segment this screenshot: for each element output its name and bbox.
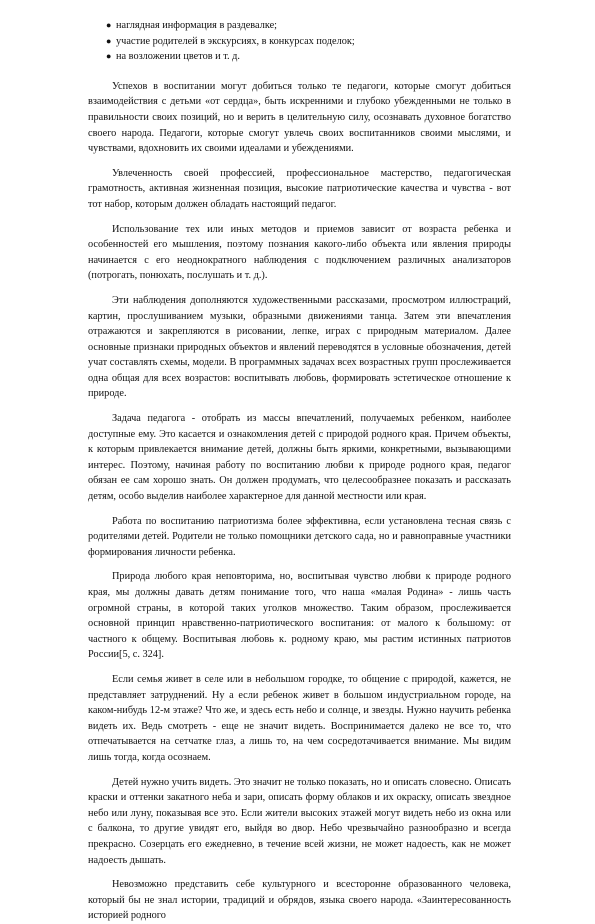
list-item — [106, 34, 511, 50]
paragraph: Эти наблюдения дополняются художественными рассказами, просмотром иллюстраций, картин, прослушиванием музыки, образными движениями танца. Затем эти впечатления отражаются и закрепляются в рисовании, лепке, играх с природным материалом. Далее основные признаки природных объектов и явлений переводятся в условные обозначения, детей учат составлять схемы, модели. В программных задачах всех возрастных групп прослеживается одна общая для всех возрастов: воспитывать любовь, формировать эстетическое отношение к природе. — [88, 294, 511, 400]
bullet-list — [88, 18, 511, 65]
paragraph: Природа любого края неповторима, но, воспитывая чувство любви к природе родного края, мы должны давать детям понимание того, что наша «малая Родина» - лишь часть огромной страны, в которой таких уголков множество. Таким образом, прослеживается основной принцип нравственно-патриотического воспитания: от малого к большому: от частного к общему. Воспитывая любовь к. родному краю, мы растим истинных патриотов России[5, с. 324]. — [88, 571, 511, 661]
paragraph: Задача педагога - отобрать из массы впечатлений, получаемых ребенком, наиболее доступные ему. Это касается и ознакомления детей с природой родного края. Причем объекты, к которым привлекается внимание детей, должны быть яркими, конкретными, вызывающими интерес. Поэтому, начиная работу по воспитанию любви к природе родного края, педагог обязан ее сам хорошо знать. Он должен продумать, что целесообразнее показать и рассказать детям, особо выделив наиболее характерное для данной местности или края. — [88, 413, 511, 503]
list-item — [106, 49, 511, 65]
paragraph: Использование тех или иных методов и приемов зависит от возраста ребенка и особенностей его мышления, поэтому познания какого-либо объекта или явления природы начинается с его неоднократного наблюдения с подключением различных анализаторов (потрогать, понюхать, послушать и т. д.). — [88, 223, 511, 282]
paragraph: Невозможно представить себе культурного и всесторонне образованного человека, который бы не знал истории, традиций и обрядов, языка своего народа. «Заинтересованность историей родного — [88, 879, 511, 922]
list-item-text: на возложении цветов и т. д. — [116, 51, 240, 63]
bullet-icon: ● — [106, 20, 112, 30]
paragraph: Увлеченность своей профессией, профессиональное мастерство, педагогическая грамотность, активная жизненная позиция, высокие патриотические качества и чувства - вот тот набор, которым должен обладать настоящий педагог. — [88, 167, 511, 210]
list-item-text: участие родителей в экскурсиях, в конкурсах поделок; — [116, 35, 355, 47]
bullet-icon: ● — [106, 35, 112, 46]
paragraph: Работа по воспитанию патриотизма более эффективна, если установлена тесная связь с родителями детей. Родители не только помощники детского сада, но и равноправные участники формирования личности ребенка. — [88, 515, 511, 558]
list-item — [106, 18, 511, 34]
paragraph: Успехов в воспитании могут добиться только те педагоги, которые смогут добиться взаимодействия с детьми «от сердца», быть искренними и глубоко убежденными не только в правильности своих позиций, но и верить в целительную силу, осознавать духовное богатство своего народа. Педагоги, которые смогут увлечь своих воспитанников своими мыслями, и чувствами, вдохновить их своими идеалами и убеждениями. — [88, 80, 511, 155]
paragraph: Если семья живет в селе или в небольшом городке, то общение с природой, кажется, не представляет затруднений. Ну а если ребенок живет в большом индустриальном городе, на каком-нибудь 12-м этаже? Что же, и здесь есть небо и солнце, и звезды. Нужно научить ребенка видеть их. Ведь смотреть - еще не значит видеть. Воспринимается далеко не все то, что отпечатывается на сетчатке глаз, а лишь то, на чем сосредотачивается внимание. Мы видим лишь тогда, когда осознаем. — [88, 673, 511, 763]
paragraph: Детей нужно учить видеть. Это значит не только показать, но и описать словесно. Описать краски и оттенки закатного неба и зари, описать форму облаков и их окраску, описать звездное небо или луну, показывая все это. Если жители высоких этажей могут видеть небо из окна или с балкона, то другие увидят его, выйдя во двор. Небо чрезвычайно разнообразно и всегда прекрасно. Созерцать его ежедневно, в течение всей жизни, не может надоесть, как не может надоесть дышать. — [88, 776, 511, 866]
list-item-text: наглядная информация в раздевалке; — [116, 20, 278, 31]
bullet-icon: ● — [106, 51, 112, 62]
